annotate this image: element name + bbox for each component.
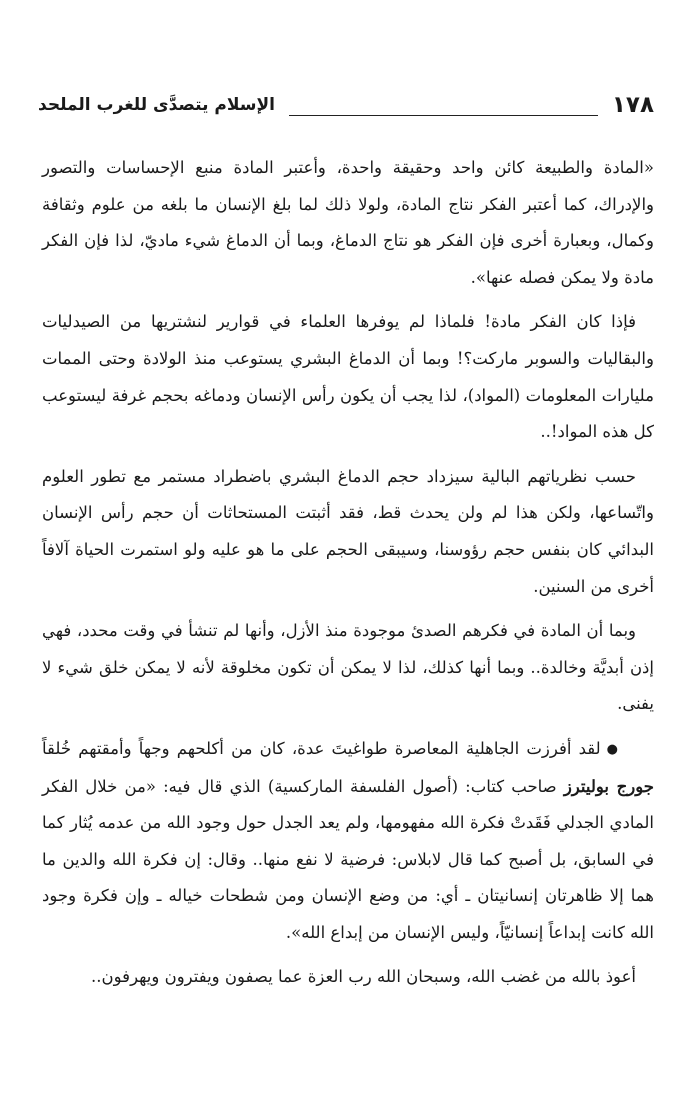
- politzer-text-after: صاحب كتاب: (أصول الفلسفة الماركسية) الذي قال فيه: «من خلال الفكر المادي الجدلي فَقَدتْ فكرة الله مفهومها، ولم يعد الجدل حول وجود الله من عدمه يُثار كما في السابق، بل أصبح كما قال لابلاس: فرضية لا نفع منها.. وقال: إن فكرة الله والدين ما هما إلا ظاهرتان إنسانيتان ـ أي: من وضع الإنسان ومن شطحات خياله ـ وإن فكرة وجود الله كانت إبداعاً إنسانيّاً، وليس الإنسان من إبداع الله».: [42, 776, 654, 942]
- paragraph-brain-size: حسب نظرياتهم البالية سيزداد حجم الدماغ البشري باضطراد مستمر مع تطور العلوم واتّساعها، ولكن هذا لم ولن يحدث قط، فقد أثبتت المستحاثات أن حجم رأس الإنسان البدائي كان بنفس حجم رؤوسنا، وسيبقى الحجم على ما هو عليه ولو استمرت الحياة آلافاً أخرى من السنين.: [42, 466, 654, 596]
- page-number: ١٧٨: [611, 92, 654, 118]
- header-rule: [289, 114, 598, 116]
- politzer-text-before: لقد أفرزت الجاهلية المعاصرة طواغيتَ عدة، كان من أكلحهم وجهاً وأمقتهم خُلقاً: [42, 738, 601, 758]
- body-text: [42, 150, 654, 1004]
- paragraph-eternal-matter: وبما أن المادة في فكرهم الصدئ موجودة منذ الأزل، وأنها لم تنشأ في وقت محدد، فهي إذن أبديَّة وخالدة.. وبما أنها كذلك، لذا لا يمكن أن تكون مخلوقة لأنه لا يمكن خلق شيء لا يفنى.: [42, 621, 654, 714]
- author-name: جورج بوليترز: [563, 776, 654, 796]
- bullet-icon: ●: [606, 741, 618, 757]
- paragraph-closing: أعوذ بالله من غضب الله، وسبحان الله رب العزة عما يصفون ويفترون ويهرفون..: [91, 967, 636, 987]
- page-header: [38, 88, 654, 122]
- running-title: الإسلام يتصدَّى للغرب الملحد: [38, 95, 275, 115]
- paragraph-quote: «المادة والطبيعة كائن واحد وحقيقة واحدة، وأعتبر المادة منبع الإحساسات والتصور والإدراك، كما أعتبر الفكر نتاج المادة، ولولا ذلك لما بلغ الإنسان ما بلغه من علوم وثقافة وكمال، وبعبارة أخرى فإن الفكر هو نتاج الدماغ، وبما أن الدماغ شيء ماديّ، لذا فإن الفكر مادة ولا يمكن فصله عنها».: [42, 158, 654, 287]
- paragraph-thought-matter: فإذا كان الفكر مادة! فلماذا لم يوفرها العلماء في قوارير لنشتريها من الصيدليات والبقاليات والسوبر ماركت؟! وبما أن الدماغ البشري يستوعب منذ الولادة وحتى الممات مليارات المعلومات (المواد)، لذا يجب أن يكون رأس الإنسان ودماغه بحجم غرفة ليستوعب كل هذه المواد!..: [42, 312, 654, 442]
- paragraph-politzer: [42, 731, 654, 952]
